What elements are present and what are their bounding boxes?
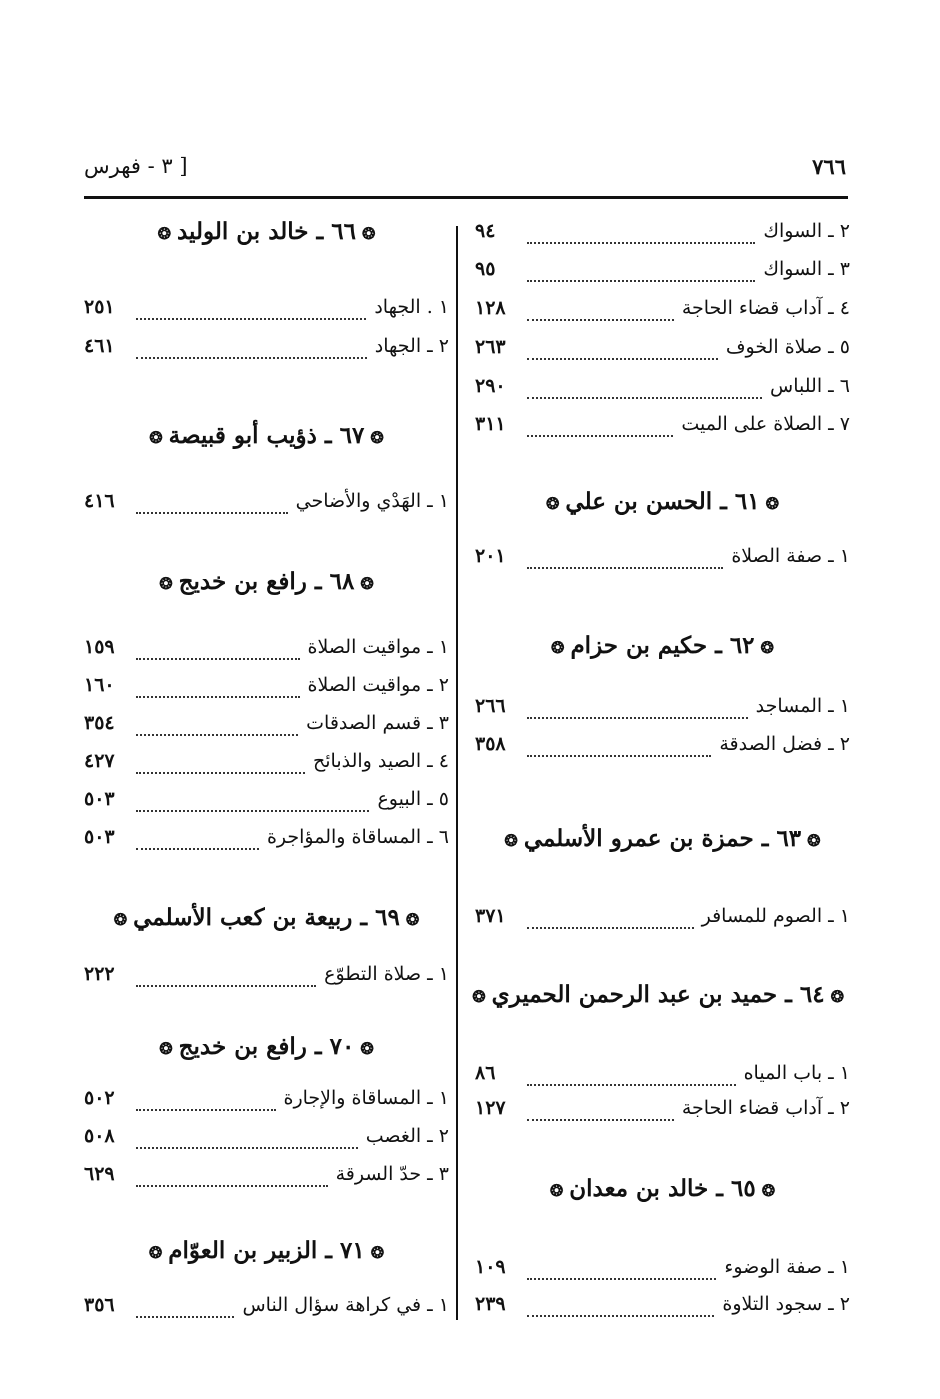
entry-label: ٥ ـ صلاة الخوف: [725, 336, 850, 358]
section-heading: [84, 904, 449, 931]
page-number: ٧٦٦: [812, 154, 846, 179]
entry-label: ١ ـ مواقيت الصلاة: [307, 636, 449, 658]
index-entry: [475, 413, 850, 445]
ornament-icon: ❂: [113, 909, 128, 929]
index-entry: [84, 1125, 449, 1157]
section-title: ٦٥ ـ خالد بن معدان: [569, 1175, 756, 1202]
index-entry: [84, 1087, 449, 1119]
ornament-icon: ❂: [760, 637, 774, 657]
section-heading: [84, 218, 449, 245]
section-title: ٦٧ ـ ذؤيب أبو قبيصة: [168, 422, 365, 449]
section-heading: [84, 1237, 449, 1264]
section-title: ٦٦ ـ خالد بن الوليد: [176, 218, 356, 245]
dot-leader: [136, 847, 259, 850]
entry-page-number: ٥٠٣: [84, 826, 115, 848]
index-entry: [84, 963, 449, 995]
dot-leader: [136, 1315, 234, 1318]
entry-page-number: ٥٠٢: [84, 1087, 115, 1109]
dot-leader: [136, 771, 305, 774]
entry-label: ٢ ـ الغصب: [365, 1125, 449, 1147]
ornament-icon: ❂: [549, 1180, 564, 1200]
section-title: ٧٠ ـ رافع بن خديج: [178, 1033, 355, 1060]
entry-page-number: ٩٥: [475, 258, 496, 280]
index-entry: [84, 636, 449, 668]
entry-label: ١ ـ صفة الوضوء: [724, 1256, 850, 1278]
dot-leader: [136, 809, 369, 812]
dot-leader: [527, 318, 674, 321]
entry-page-number: ٢٥١: [84, 296, 115, 318]
ornament-icon: ❂: [761, 1180, 776, 1200]
entry-page-number: ٢٦٦: [475, 695, 506, 717]
entry-page-number: ٤١٦: [84, 490, 115, 512]
entry-label: ٣ ـ قسم الصدقات: [306, 712, 449, 734]
ornament-icon: ❂: [148, 1242, 163, 1262]
index-entry: [84, 826, 449, 858]
section-heading: [475, 825, 850, 852]
entry-label: ٤ ـ الصيد والذبائح: [312, 750, 449, 772]
dot-leader: [527, 357, 718, 360]
ornament-icon: ❂: [546, 493, 560, 513]
index-entry: [475, 258, 850, 290]
entry-page-number: ٢٩٠: [475, 375, 506, 397]
dot-leader: [136, 984, 316, 987]
dot-leader: [527, 279, 755, 282]
dot-leader: [527, 716, 748, 719]
entry-page-number: ٣٥٨: [475, 733, 506, 755]
ornament-icon: ❂: [551, 637, 565, 657]
ornament-icon: ❂: [807, 830, 821, 850]
index-entry: [475, 297, 850, 329]
entry-page-number: ٣٥٦: [84, 1294, 115, 1316]
dot-leader: [527, 1083, 736, 1086]
entry-page-number: ٤٦١: [84, 335, 115, 357]
section-title: ٧١ ـ الزبير بن العوّام: [168, 1237, 365, 1264]
index-entry: [475, 1097, 850, 1129]
section-title: ٦٨ ـ رافع بن خديج: [178, 568, 355, 595]
entry-label: ١ ـ المساقاة والإجارة: [283, 1087, 449, 1109]
index-entry: [84, 1294, 449, 1326]
entry-page-number: ٣٧١: [475, 905, 506, 927]
section-heading: [84, 422, 449, 449]
ornament-icon: ❂: [362, 223, 376, 243]
ornament-icon: ❂: [830, 986, 844, 1006]
entry-label: ٦ ـ اللباس: [770, 375, 850, 397]
entry-page-number: ٦٢٩: [84, 1163, 115, 1185]
dot-leader: [136, 356, 367, 359]
dot-leader: [527, 1118, 674, 1121]
entry-label: ٥ ـ البيوع: [377, 788, 449, 810]
dot-leader: [136, 733, 298, 736]
section-heading: [475, 632, 850, 659]
index-entry: [475, 545, 850, 577]
entry-label: ١ ـ صلاة التطوّع: [324, 963, 449, 985]
dot-leader: [136, 317, 366, 320]
entry-page-number: ٣١١: [475, 413, 506, 435]
entry-page-number: ١٦٠: [84, 674, 115, 696]
entry-label: ٢ ـ الجهاد: [374, 335, 449, 357]
ornament-icon: ❂: [370, 427, 384, 447]
index-entry: [84, 335, 449, 367]
section-title: ٦١ ـ الحسن بن علي: [565, 488, 760, 515]
entry-page-number: ٩٤: [475, 220, 496, 242]
entry-label: ١ . الجهاد: [374, 296, 449, 318]
entry-label: ٢ ـ سجود التلاوة: [722, 1293, 850, 1315]
entry-page-number: ٢٦٣: [475, 336, 506, 358]
entry-page-number: ٥٠٣: [84, 788, 115, 810]
section-heading: [84, 568, 449, 595]
dot-leader: [136, 511, 288, 514]
ornament-icon: ❂: [149, 427, 163, 447]
dot-leader: [527, 396, 762, 399]
index-entry: [475, 905, 850, 937]
ornament-icon: ❂: [765, 493, 779, 513]
entry-label: ١ ـ الصوم للمسافر: [701, 905, 850, 927]
index-entry: [84, 712, 449, 744]
dot-leader: [527, 434, 673, 437]
entry-page-number: ٤٢٧: [84, 750, 115, 772]
index-entry: [84, 750, 449, 782]
index-entry: [84, 674, 449, 706]
section-heading: [475, 488, 850, 515]
entry-page-number: ٢٢٢: [84, 963, 115, 985]
index-entry: [475, 695, 850, 727]
entry-page-number: ١٢٨: [475, 297, 506, 319]
entry-page-number: ٨٦: [475, 1062, 496, 1084]
ornament-icon: ❂: [360, 573, 374, 593]
index-entry: [475, 220, 850, 252]
entry-label: ٢ ـ فضل الصدقة: [719, 733, 850, 755]
entry-label: ٣ ـ حدّ السرقة: [335, 1163, 449, 1185]
dot-leader: [136, 1146, 358, 1149]
section-heading: [475, 1175, 850, 1202]
entry-page-number: ١٢٧: [475, 1097, 506, 1119]
entry-label: ٤ ـ آداب قضاء الحاجة: [681, 297, 850, 319]
index-entry: [475, 1062, 850, 1094]
section-title: ٦٢ ـ حكيم بن حزام: [570, 632, 755, 659]
dot-leader: [527, 566, 723, 569]
ornament-icon: ❂: [159, 573, 173, 593]
index-entry: [475, 1293, 850, 1325]
entry-label: ٢ ـ مواقيت الصلاة: [307, 674, 449, 696]
index-entry: [84, 490, 449, 522]
entry-label: ١ ـ الهَدْي والأضاحي: [295, 490, 449, 512]
entry-label: ٢ ـ السواك: [763, 220, 850, 242]
ornament-icon: ❂: [370, 1242, 385, 1262]
entry-label: ١ ـ في كراهة سؤال الناس: [242, 1294, 449, 1316]
index-entry: [84, 296, 449, 328]
dot-leader: [527, 241, 755, 244]
index-entry: [475, 733, 850, 765]
entry-page-number: ١٠٩: [475, 1256, 506, 1278]
dot-leader: [136, 1184, 328, 1187]
index-entry: [84, 788, 449, 820]
ornament-icon: ❂: [360, 1038, 374, 1058]
entry-label: ١ ـ صفة الصلاة: [731, 545, 850, 567]
section-title: ٦٤ ـ حميد بن عبد الرحمن الحميري: [491, 981, 825, 1008]
section-heading: [472, 981, 850, 1008]
ornament-icon: ❂: [472, 986, 486, 1006]
column-divider: [456, 226, 458, 1320]
entry-page-number: ٢٠١: [475, 545, 506, 567]
dot-leader: [136, 657, 300, 660]
dot-leader: [136, 1108, 276, 1111]
header-rule: [84, 196, 848, 199]
section-title: ٦٣ ـ حمزة بن عمرو الأسلمي: [523, 825, 802, 852]
index-entry: [475, 336, 850, 368]
entry-page-number: ٥٠٨: [84, 1125, 115, 1147]
entry-label: ١ ـ باب المياه: [743, 1062, 850, 1084]
dot-leader: [527, 926, 694, 929]
entry-page-number: ٢٣٩: [475, 1293, 506, 1315]
section-heading: [84, 1033, 449, 1060]
section-title: ٦٩ ـ ربيعة بن كعب الأسلمي: [133, 904, 400, 931]
ornament-icon: ❂: [157, 223, 171, 243]
index-entry: [475, 1256, 850, 1288]
ornament-icon: ❂: [159, 1038, 173, 1058]
dot-leader: [527, 754, 711, 757]
entry-label: ٧ ـ الصلاة على الميت: [681, 413, 850, 435]
ornament-icon: ❂: [405, 909, 420, 929]
entry-label: ٦ ـ المساقاة والمؤاجرة: [266, 826, 449, 848]
ornament-icon: ❂: [504, 830, 518, 850]
entry-label: ٣ ـ السواك: [763, 258, 850, 280]
entry-label: ٢ ـ آداب قضاء الحاجة: [681, 1097, 850, 1119]
dot-leader: [527, 1277, 716, 1280]
entry-page-number: ٣٥٤: [84, 712, 115, 734]
entry-label: ١ ـ المساجد: [755, 695, 850, 717]
running-header-title: [ ٣ - فهرس: [84, 154, 188, 178]
entry-page-number: ١٥٩: [84, 636, 115, 658]
dot-leader: [136, 695, 300, 698]
index-entry: [475, 375, 850, 407]
index-entry: [84, 1163, 449, 1195]
dot-leader: [527, 1314, 714, 1317]
